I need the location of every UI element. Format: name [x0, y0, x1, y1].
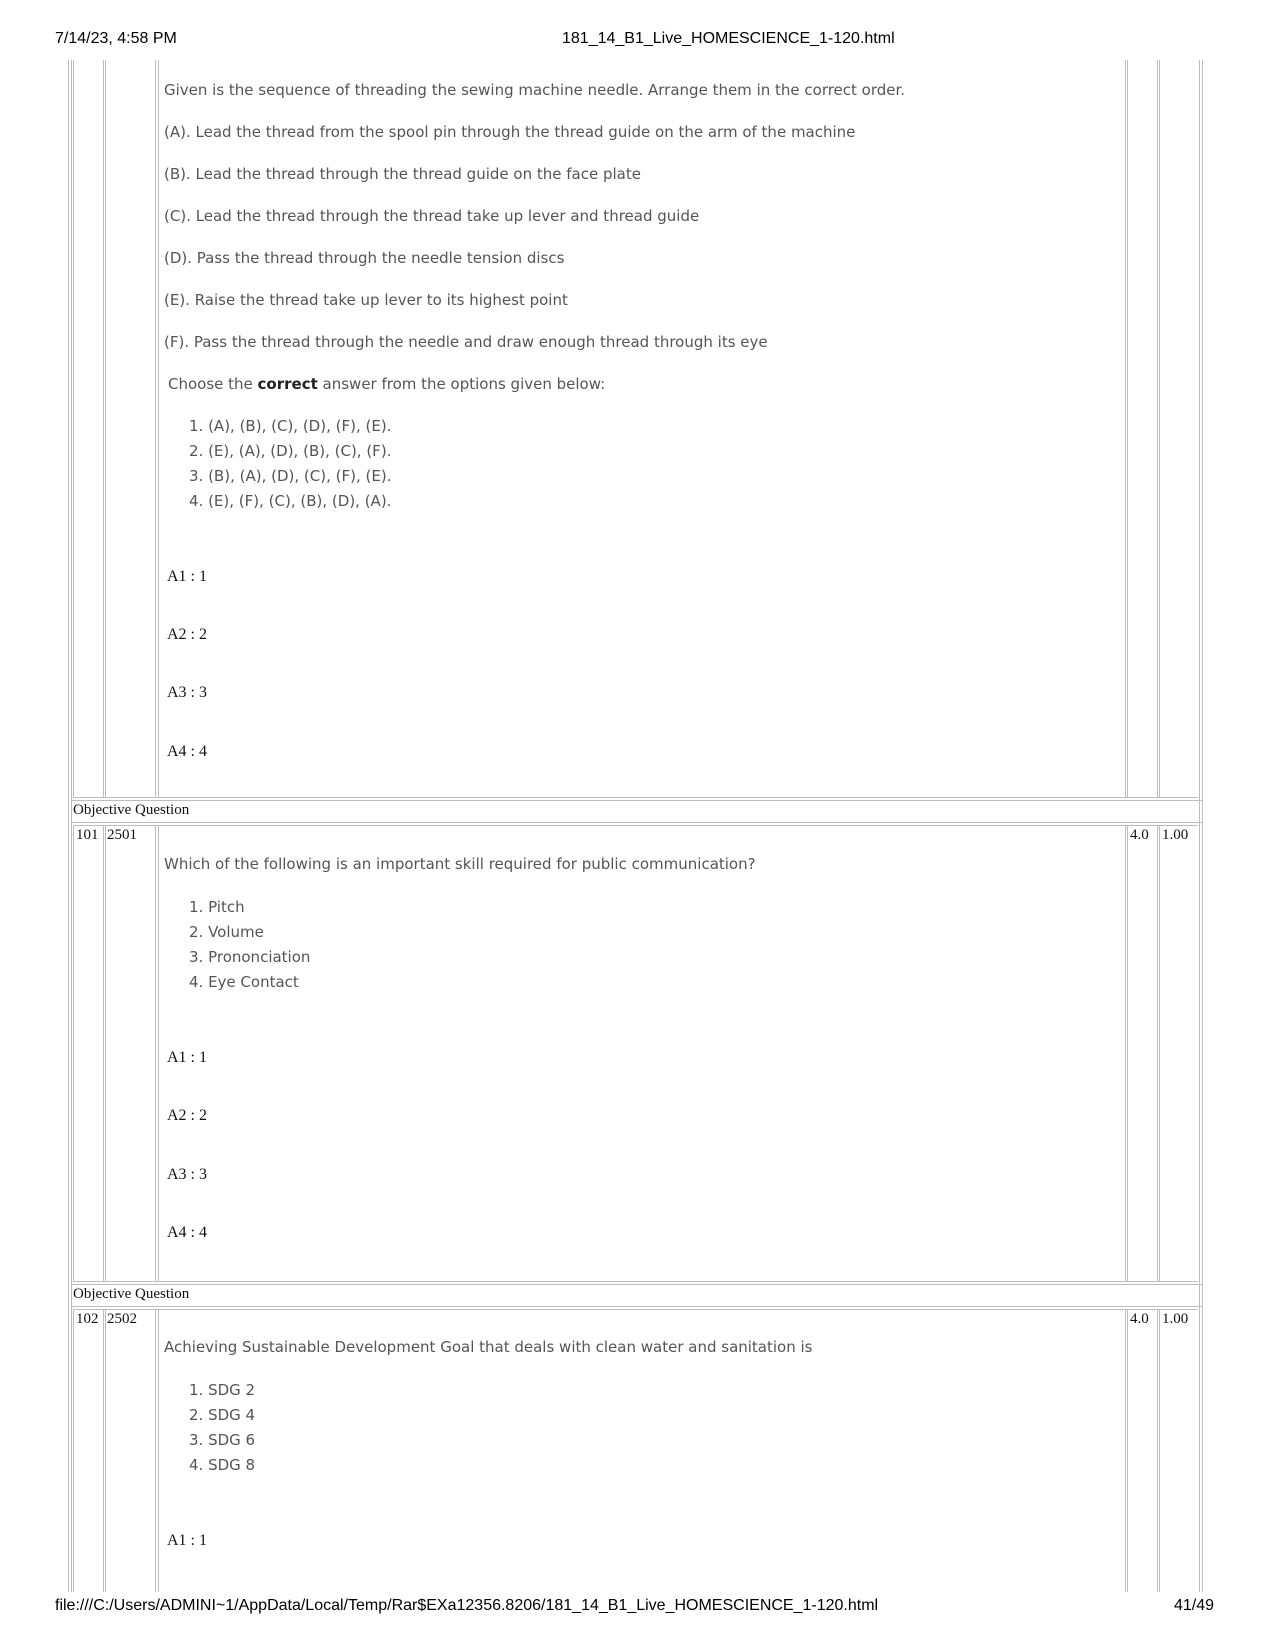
answer-a2: A2 : 2 — [167, 626, 207, 643]
question-stem: Which of the following is an important skill required for public communication? — [164, 855, 756, 873]
answer-a1: A1 : 1 — [167, 1532, 207, 1549]
sequence-item-e: (E). Raise the thread take up lever to its highest point — [164, 291, 568, 309]
sequence-item-a: (A). Lead the thread from the spool pin through the thread guide on the arm of the machine — [164, 123, 856, 141]
answer-a1: A1 : 1 — [167, 568, 207, 585]
file-path: file:///C:/Users/ADMINI~1/AppData/Local/Temp/Rar$EXa12356.8206/181_14_B1_Live_HOMESCIENCE_1-120.html — [55, 1597, 879, 1614]
answer-a3: A3 : 3 — [167, 1166, 207, 1183]
marks: 4.0 — [1130, 1311, 1149, 1327]
option-2: 2. (E), (A), (D), (B), (C), (F). — [189, 442, 392, 460]
question-stem: Given is the sequence of threading the sewing machine needle. Arrange them in the correct order. — [164, 81, 906, 99]
option-2: 2. Volume — [189, 923, 264, 941]
option-1: 1. SDG 2 — [189, 1381, 256, 1399]
question-stem: Achieving Sustainable Development Goal that deals with clean water and sanitation is — [164, 1338, 813, 1356]
option-4: 4. Eye Contact — [189, 973, 299, 991]
choose-instruction: Choose the correct answer from the options given below: — [168, 375, 606, 393]
negative-marks: 1.00 — [1162, 1311, 1189, 1327]
option-4: 4. (E), (F), (C), (B), (D), (A). — [189, 492, 392, 510]
answer-a2: A2 : 2 — [167, 1107, 207, 1124]
answer-a1: A1 : 1 — [167, 1049, 207, 1066]
marks: 4.0 — [1130, 827, 1149, 843]
question-id: 2501 — [107, 827, 137, 843]
option-3: 3. Prononciation — [189, 948, 311, 966]
page-number: 41/49 — [1174, 1597, 1215, 1614]
question-id: 2502 — [107, 1311, 137, 1327]
serial-number: 102 — [76, 1311, 99, 1327]
option-3: 3. (B), (A), (D), (C), (F), (E). — [189, 467, 392, 485]
answer-a4: A4 : 4 — [167, 1224, 207, 1241]
question-type-label: Objective Question — [73, 1286, 190, 1302]
print-title: 181_14_B1_Live_HOMESCIENCE_1-120.html — [562, 30, 895, 47]
negative-marks: 1.00 — [1162, 827, 1189, 843]
sequence-item-c: (C). Lead the thread through the thread take up lever and thread guide — [164, 207, 700, 225]
serial-number: 101 — [76, 827, 99, 843]
option-4: 4. SDG 8 — [189, 1456, 256, 1474]
sequence-item-b: (B). Lead the thread through the thread guide on the face plate — [164, 165, 641, 183]
print-datetime: 7/14/23, 4:58 PM — [55, 30, 177, 47]
answer-a4: A4 : 4 — [167, 743, 207, 760]
answer-a3: A3 : 3 — [167, 684, 207, 701]
question-type-label: Objective Question — [73, 802, 190, 818]
sequence-item-f: (F). Pass the thread through the needle and draw enough thread through its eye — [164, 333, 768, 351]
option-3: 3. SDG 6 — [189, 1431, 256, 1449]
option-2: 2. SDG 4 — [189, 1406, 256, 1424]
option-1: 1. Pitch — [189, 898, 245, 916]
option-1: 1. (A), (B), (C), (D), (F), (E). — [189, 417, 392, 435]
sequence-item-d: (D). Pass the thread through the needle tension discs — [164, 249, 565, 267]
